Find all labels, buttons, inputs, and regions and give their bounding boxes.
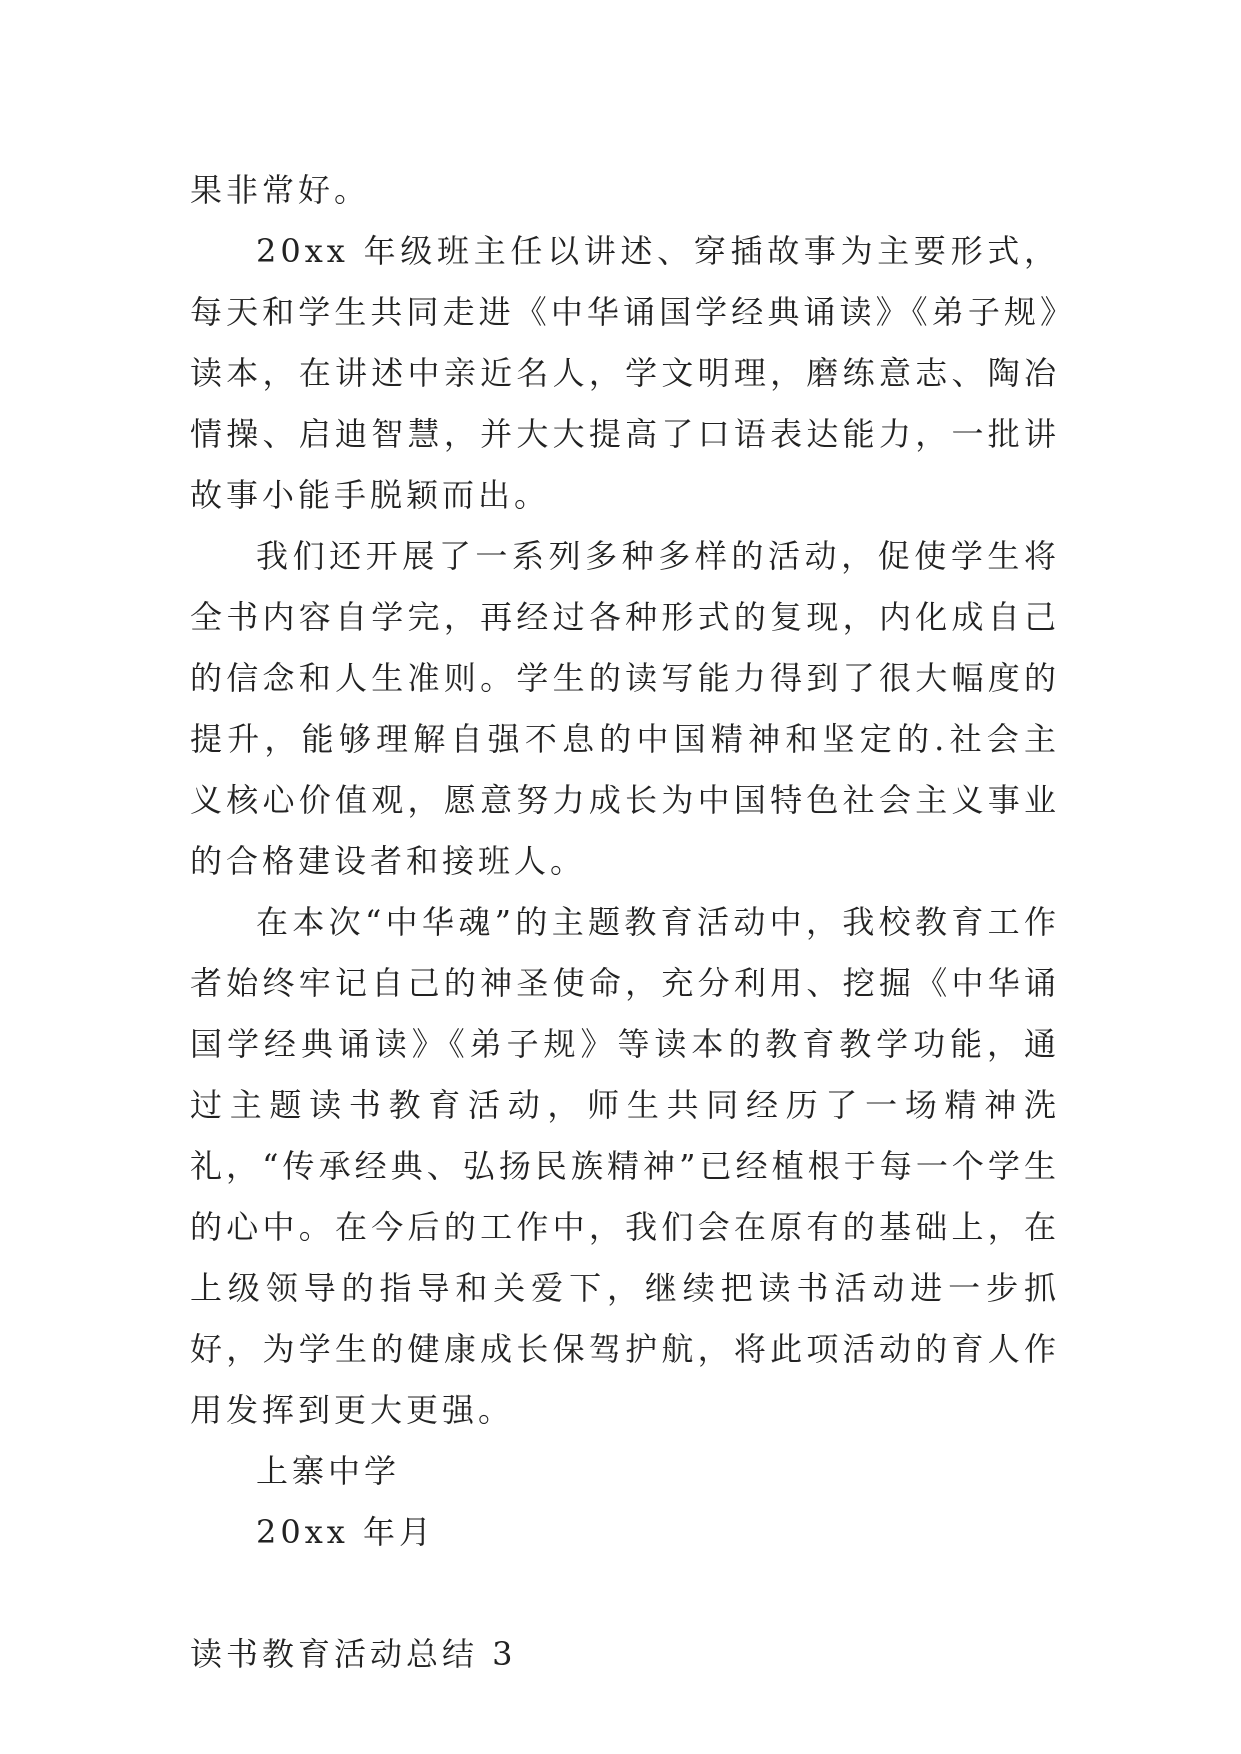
signature-school: 上寨中学 bbox=[256, 1452, 401, 1490]
paragraph-continuation: 果非常好。 bbox=[190, 171, 371, 209]
signature-date: 20xx 年月 bbox=[256, 1513, 435, 1551]
paragraph-activities: 我们还开展了一系列多种多样的活动，促使学生将全书内容自学完，再经过各种形式的复现，内化成自己的信念和人生准则。学生的读写能力得到了很大幅度的提升，能够理解自强不息的中国精神和坚定的.社会主义核心价值观，愿意努力成长为中国特色社会主义事业的合格建设者和接班人。 bbox=[190, 537, 1060, 880]
document-body bbox=[190, 160, 1060, 1685]
paragraph-storytelling: 20xx 年级班主任以讲述、穿插故事为主要形式，每天和学生共同走进《中华诵国学经典诵读》《弟子规》读本，在讲述中亲近名人，学文明理，磨练意志、陶冶情操、启迪智慧，并大大提高了口语表达能力，一批讲故事小能手脱颖而出。 bbox=[190, 232, 1060, 514]
section-heading: 读书教育活动总结 3 bbox=[190, 1635, 517, 1673]
paragraph-conclusion: 在本次“中华魂”的主题教育活动中，我校教育工作者始终牢记自己的神圣使命，充分利用、挖掘《中华诵国学经典诵读》《弟子规》等读本的教育教学功能，通过主题读书教育活动，师生共同经历了一场精神洗礼，“传承经典、弘扬民族精神”已经植根于每一个学生的心中。在今后的工作中，我们会在原有的基础上，在上级领导的指导和关爱下，继续把读书活动进一步抓好，为学生的健康成长保驾护航，将此项活动的育人作用发挥到更大更强。 bbox=[190, 903, 1060, 1429]
